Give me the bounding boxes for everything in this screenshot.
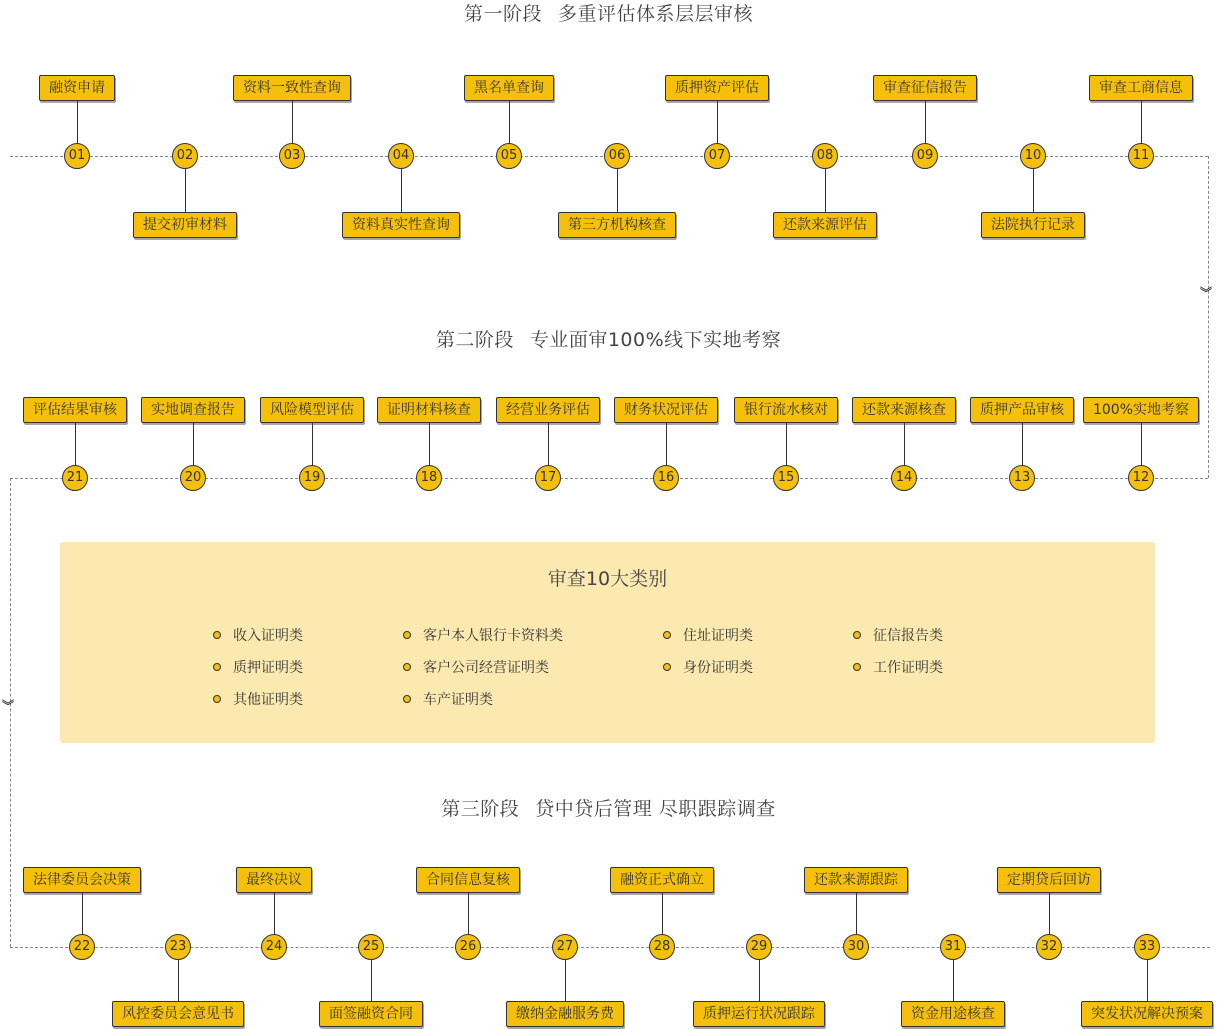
step-number: 19 (299, 465, 325, 491)
category-item (213, 657, 303, 677)
step-number: 16 (653, 465, 679, 491)
bullet-icon (853, 631, 861, 639)
category-item (403, 689, 493, 709)
category-label: 工作证明类 (873, 660, 943, 676)
step-label: 最终决议 (236, 867, 312, 893)
step-number: 24 (261, 934, 287, 960)
step-label: 突发状况解决预案 (1081, 1001, 1213, 1027)
step-label: 第三方机构核查 (558, 212, 676, 238)
step-label: 资料一致性查询 (233, 75, 351, 101)
step-number: 30 (843, 934, 869, 960)
step-label: 融资申请 (39, 75, 115, 101)
step-number: 31 (940, 934, 966, 960)
step-number: 14 (891, 465, 917, 491)
step-label: 实地调查报告 (141, 397, 245, 423)
stage3-title-text: 贷中贷后管理 尽职跟踪调查 (535, 798, 776, 820)
step-number: 03 (279, 143, 305, 169)
categories-panel (60, 542, 1155, 743)
step-label: 评估结果审核 (23, 397, 127, 423)
category-item (403, 625, 563, 645)
category-item (213, 689, 303, 709)
step-label: 融资正式确立 (610, 867, 714, 893)
category-item (663, 625, 753, 645)
stage1-title (0, 0, 1217, 26)
step-number: 09 (912, 143, 938, 169)
step-number: 26 (455, 934, 481, 960)
step-label: 审查征信报告 (873, 75, 977, 101)
stage2-title (0, 325, 1217, 352)
stage3-title (0, 794, 1217, 821)
step-label: 风控委员会意见书 (112, 1001, 244, 1027)
category-label: 车产证明类 (423, 692, 493, 708)
bullet-icon (213, 631, 221, 639)
step-number: 15 (773, 465, 799, 491)
step-label: 还款来源核查 (852, 397, 956, 423)
step-label: 风险模型评估 (260, 397, 364, 423)
chevron-down-icon: ︾ (1200, 286, 1213, 300)
category-label: 客户公司经营证明类 (423, 660, 549, 676)
step-label: 黑名单查询 (464, 75, 554, 101)
step-number: 25 (358, 934, 384, 960)
categories-title: 审查10大类别 (547, 568, 668, 590)
step-number: 29 (746, 934, 772, 960)
step-label: 质押运行状况跟踪 (693, 1001, 825, 1027)
category-label: 身份证明类 (683, 660, 753, 676)
bullet-icon (853, 663, 861, 671)
step-number: 02 (172, 143, 198, 169)
step-number: 10 (1020, 143, 1046, 169)
stage3-title-prefix: 第三阶段 (441, 798, 520, 820)
category-label: 其他证明类 (233, 692, 303, 708)
right-connector (1208, 156, 1209, 478)
bullet-icon (403, 663, 411, 671)
category-label: 收入证明类 (233, 628, 303, 644)
step-label: 经营业务评估 (496, 397, 600, 423)
chevron-down-icon: ︾ (2, 699, 15, 713)
step-label: 证明材料核查 (377, 397, 481, 423)
bullet-icon (403, 695, 411, 703)
step-label: 法律委员会决策 (23, 867, 141, 893)
step-label: 还款来源评估 (773, 212, 877, 238)
step-label: 面签融资合同 (319, 1001, 423, 1027)
step-number: 33 (1134, 934, 1160, 960)
step-number: 13 (1009, 465, 1035, 491)
step-number: 11 (1128, 143, 1154, 169)
step-number: 22 (69, 934, 95, 960)
step-label: 审查工商信息 (1089, 75, 1193, 101)
step-number: 21 (62, 465, 88, 491)
step-label: 资金用途核查 (901, 1001, 1005, 1027)
stage1-title-prefix: 第一阶段 (463, 3, 542, 25)
stage1-title-text: 多重评估体系层层审核 (558, 3, 754, 25)
category-label: 质押证明类 (233, 660, 303, 676)
step-label: 100%实地考察 (1083, 397, 1199, 423)
step-label: 法院执行记录 (981, 212, 1085, 238)
step-number: 23 (165, 934, 191, 960)
step-label: 资料真实性查询 (342, 212, 460, 238)
step-label: 提交初审材料 (133, 212, 237, 238)
step-number: 27 (552, 934, 578, 960)
category-item (213, 625, 303, 645)
step-label: 质押资产评估 (665, 75, 769, 101)
step-number: 28 (649, 934, 675, 960)
bullet-icon (663, 631, 671, 639)
step-number: 05 (496, 143, 522, 169)
category-item (853, 625, 943, 645)
step-label: 缴纳金融服务费 (506, 1001, 624, 1027)
step-number: 04 (388, 143, 414, 169)
step-number: 17 (535, 465, 561, 491)
step-number: 32 (1036, 934, 1062, 960)
stage2-title-prefix: 第二阶段 (435, 329, 514, 351)
category-label: 住址证明类 (683, 628, 753, 644)
step-label: 财务状况评估 (614, 397, 718, 423)
step-number: 01 (64, 143, 90, 169)
category-item (853, 657, 943, 677)
category-label: 征信报告类 (873, 628, 943, 644)
category-item (663, 657, 753, 677)
step-label: 合同信息复核 (416, 867, 520, 893)
step-number: 12 (1128, 465, 1154, 491)
bullet-icon (213, 695, 221, 703)
step-label: 还款来源跟踪 (804, 867, 908, 893)
step-number: 07 (704, 143, 730, 169)
step-label: 定期贷后回访 (997, 867, 1101, 893)
stage2-title-text: 专业面审100%线下实地考察 (529, 329, 782, 351)
step-number: 08 (812, 143, 838, 169)
step-label: 质押产品审核 (970, 397, 1074, 423)
bullet-icon (403, 631, 411, 639)
bullet-icon (663, 663, 671, 671)
step-label: 银行流水核对 (734, 397, 838, 423)
category-item (403, 657, 549, 677)
step-number: 20 (180, 465, 206, 491)
step-number: 18 (416, 465, 442, 491)
category-label: 客户本人银行卡资料类 (423, 628, 563, 644)
step-number: 06 (604, 143, 630, 169)
bullet-icon (213, 663, 221, 671)
